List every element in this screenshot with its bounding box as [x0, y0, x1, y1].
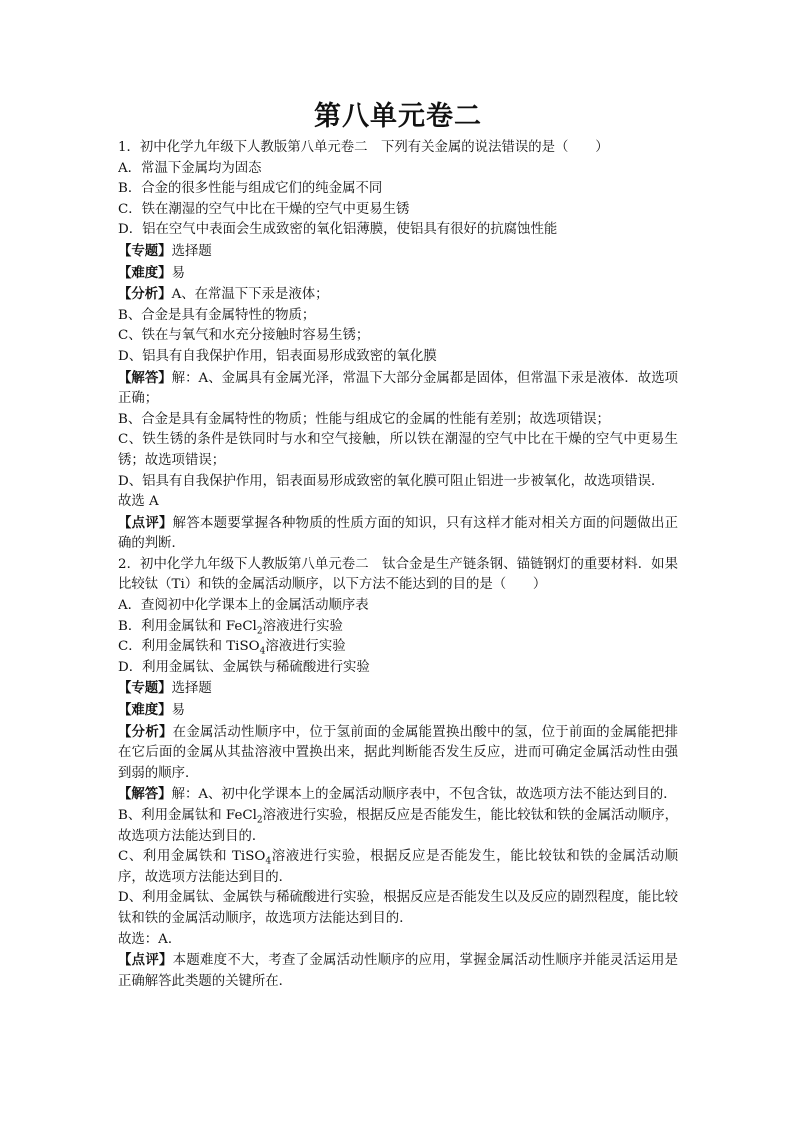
difficulty-value: 易	[171, 703, 185, 719]
comment-label: 【点评】	[118, 952, 173, 969]
question-stem: 2．初中化学九年级下人教版第八单元卷二 钛合金是生产链条钢、锚链钢灯的重要材料．如果比较钛（Ti）和铁的金属活动顺序，以下方法不能达到的目的是（ ）	[118, 556, 678, 593]
question-1	[118, 138, 678, 555]
answer-line: 解：A、金属具有金属光泽，常温下大部分金属都是固体，但常温下汞是液体．故选项正确；	[118, 370, 679, 407]
analysis-line: A、在常温下下汞是液体；	[171, 287, 329, 303]
comment-row	[118, 513, 678, 555]
question-2	[118, 555, 678, 992]
answer-final: 故选 A	[118, 494, 159, 510]
subscript: 2	[256, 626, 263, 637]
answer-c-text-end: 溶液进行实验，根据反应是否能发生，能比较钛和铁的金属活动顺序，故选项方法能达到目的．	[118, 849, 679, 885]
answer-line: D、利用金属钛、金属铁与稀硫酸进行实验，根据反应是否能发生以及反应的剧烈程度，能比较钛和铁的金属活动顺序，故选项方法能达到目的．	[118, 890, 678, 926]
option-d: D．铝在空气中表面会生成致密的氧化铝薄膜，使铝具有很好的抗腐蚀性能	[118, 222, 558, 238]
option-b-text-end: 溶液进行实验	[262, 618, 343, 634]
difficulty-row	[118, 263, 678, 285]
answer-line	[118, 806, 678, 847]
answer-row	[118, 368, 678, 410]
analysis-row	[118, 722, 678, 785]
difficulty-value: 易	[171, 265, 185, 281]
answer-line: D、铝具有自我保护作用，铝表面易形成致密的氧化膜可阻止铝进一步被氧化，故选项错误．	[118, 473, 665, 489]
analysis-label: 【分析】	[118, 286, 172, 303]
topic-value: 选择题	[171, 681, 212, 697]
answer-label: 【解答】	[118, 786, 172, 803]
option-b-text: B．利用金属钛和 FeCl	[118, 618, 257, 634]
answer-c-text: C、利用金属铁和 TiSO	[118, 849, 266, 865]
option-c-text: C．利用金属铁和 TiSO	[118, 639, 260, 655]
answer-line: 解：A、初中化学课本上的金属活动顺序表中，不包含钛，故选项方法不能达到目的．	[171, 787, 677, 803]
analysis-row	[118, 284, 678, 306]
answer-final: 故选：A．	[118, 931, 182, 947]
comment-text: 本题难度不大，考查了金属活动性顺序的应用，掌握金属活动性顺序并能灵活运用是正确解答此类题的关键所在．	[118, 953, 679, 989]
option-b	[118, 617, 678, 638]
difficulty-label: 【难度】	[118, 264, 172, 281]
option-c-text-end: 溶液进行实验	[265, 639, 346, 655]
option-a: A．常温下金属均为固态	[118, 160, 262, 176]
subscript: 4	[259, 646, 266, 657]
analysis-text: 在金属活动性顺序中，位于氢前面的金属能置换出酸中的氢，位于前面的金属能把排在它后面的金属从其盐溶液中置换出来，据此判断能否发生反应，进而可确定金属活动性由强到弱的顺序．	[118, 724, 679, 781]
topic-label: 【专题】	[118, 242, 172, 259]
comment-row	[118, 950, 678, 992]
comment-text: 解答本题要掌握各种物质的性质方面的知识，只有这样才能对相关方面的问题做出正确的判断．	[118, 515, 679, 552]
comment-label: 【点评】	[118, 514, 173, 531]
topic-label: 【专题】	[118, 680, 172, 697]
topic-value: 选择题	[171, 243, 212, 259]
difficulty-row	[118, 700, 678, 722]
difficulty-label: 【难度】	[118, 702, 172, 719]
answer-row	[118, 784, 678, 806]
option-b: B．合金的很多性能与组成它们的纯金属不同	[118, 181, 383, 197]
topic-row	[118, 241, 678, 263]
question-stem: 1．初中化学九年级下人教版第八单元卷二 下列有关金属的说法错误的是（ ）	[118, 140, 609, 155]
subscript: 2	[256, 815, 263, 826]
page-title: 第八单元卷二	[314, 101, 482, 132]
analysis-line: C、铁在与氧气和水充分接触时容易生锈；	[118, 328, 370, 344]
answer-line: B、合金是具有金属特性的物质；性能与组成它的金属的性能有差别；故选项错误；	[118, 411, 610, 427]
analysis-label: 【分析】	[118, 723, 173, 740]
answer-line	[118, 847, 678, 888]
option-a: A．查阅初中化学课本上的金属活动顺序表	[118, 598, 369, 614]
subscript: 4	[265, 856, 272, 867]
option-d: D．利用金属钛、金属铁与稀硫酸进行实验	[118, 659, 370, 675]
topic-row	[118, 678, 678, 700]
analysis-line: B、合金是具有金属特性的物质；	[118, 307, 316, 323]
answer-line: C、铁生锈的条件是铁同时与水和空气接触，所以铁在潮湿的空气中比在干燥的空气中更易生锈；故选项错误；	[118, 432, 678, 468]
analysis-line: D、铝具有自我保护作用，铝表面易形成致密的氧化膜	[118, 348, 437, 364]
option-c: C．铁在潮湿的空气中比在干燥的空气中更易生锈	[118, 201, 410, 217]
document-page	[118, 98, 678, 992]
answer-b-text: B、利用金属钛和 FeCl	[118, 808, 257, 823]
answer-label: 【解答】	[118, 369, 172, 386]
answer-b-text-end: 溶液进行实验，根据反应是否能发生，能比较钛和铁的金属活动顺序，故选项方法能达到目的．	[118, 808, 679, 844]
option-c	[118, 637, 678, 658]
